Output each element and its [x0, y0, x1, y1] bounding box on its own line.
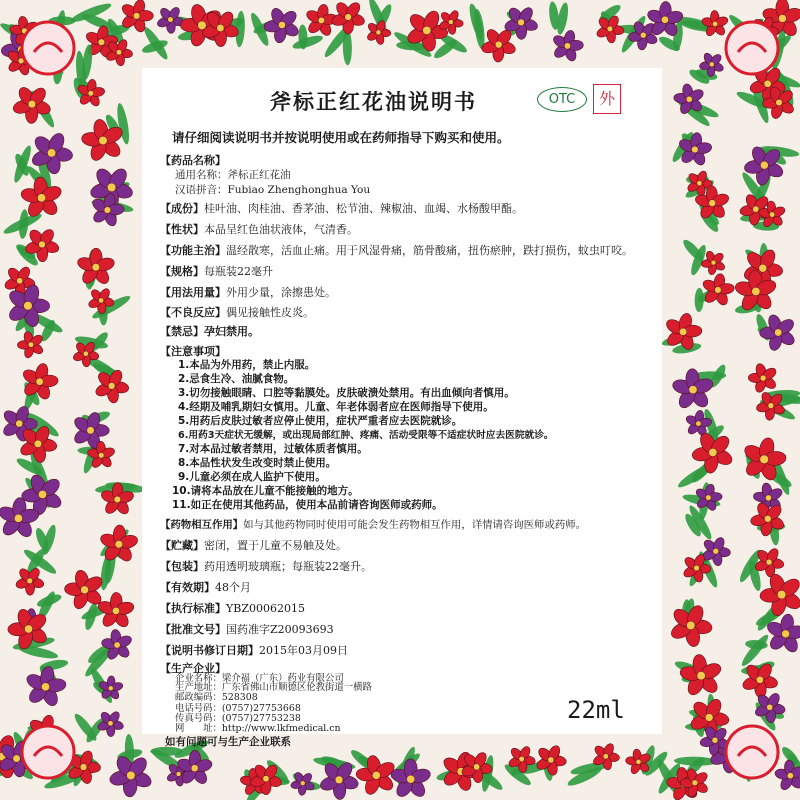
contraindications-section — [160, 323, 259, 339]
otc-badge: OTC — [537, 87, 587, 112]
flower-icon — [156, 6, 185, 34]
flower-icon — [366, 19, 391, 45]
precaution-item: 1.本品为外用药，禁止内服。 — [178, 359, 316, 371]
flower-icon — [760, 313, 797, 352]
flower-icon — [17, 330, 44, 358]
precaution-item: 2.忌食生冷、油腻食物。 — [178, 373, 295, 385]
dosage-value: 外用少量，涂擦患处。 — [226, 286, 336, 299]
drug-name-section — [160, 152, 226, 168]
flower-icon — [535, 744, 567, 776]
approval-label: 【批准文号】 — [160, 623, 226, 636]
ingredients-value: 桂叶油、肉桂油、香茅油、松节油、辣椒油、血竭、水杨酸甲酯。 — [204, 202, 523, 215]
flower-icon — [97, 592, 136, 629]
generic-name-row — [175, 167, 291, 182]
precaution-item: 6.用药3天症状无缓解，或出现局部红肿、疼痛、活动受限等不适症状时应去医院就诊。 — [178, 430, 554, 441]
packaging-section — [160, 558, 372, 574]
approval-value: 国药准字Z20093693 — [226, 623, 334, 636]
flower-icon — [97, 710, 125, 737]
flower-icon — [669, 603, 713, 647]
flower-icon — [330, 0, 365, 34]
specification-label: 【规格】 — [160, 265, 204, 278]
manufacturer-contact-note: 如有问题可与生产企业联系 — [165, 736, 291, 748]
contraindications-label: 【禁忌】 — [160, 325, 204, 338]
approval-section — [160, 621, 334, 637]
corner-emblem-icon — [22, 726, 74, 778]
flower-icon — [679, 654, 723, 698]
manufacturer-row-key: 传真号码： — [175, 713, 222, 724]
interactions-section — [160, 516, 586, 531]
precaution-item: 9.儿童必须在成人监护下使用。 — [178, 471, 326, 483]
precaution-item: 10.请将本品放在儿童不能接触的地方。 — [172, 485, 359, 497]
drug-name-label: 【药品名称】 — [160, 154, 226, 167]
flower-icon — [30, 131, 74, 175]
manufacturer-row-key: 电话号码： — [175, 703, 222, 714]
validity-section — [160, 579, 251, 595]
precaution-item: 5.用药后皮肤过敏者应停止使用，症状严重者应去医院就诊。 — [178, 415, 463, 427]
indications-value: 温经散寒，活血止痛。用于风湿骨痛，筋骨酸痛，扭伤瘀肿，跌打损伤，蚊虫叮咬。 — [226, 244, 633, 257]
read-instructions-notice: 请仔细阅读说明书并按说明使用或在药师指导下购买和使用。 — [172, 130, 510, 145]
indications-label: 【功能主治】 — [160, 244, 226, 257]
flower-icon — [389, 759, 432, 800]
flower-icon — [551, 29, 583, 62]
manufacturer-row-key: 生产地址： — [175, 682, 222, 694]
external-use-badge: 外 — [593, 84, 621, 114]
standard-value: YBZ00062015 — [226, 602, 305, 615]
manufacturer-contact-rows — [175, 704, 301, 713]
corner-emblem-icon — [726, 22, 778, 74]
precaution-item: 4.经期及哺乳期妇女慎用。儿童、年老体弱者应在医师指导下使用。 — [178, 401, 494, 413]
manufacturer-row-value: (0757)27753668 — [221, 703, 301, 714]
corner-emblem-icon — [726, 726, 778, 778]
manufacturer-row — [175, 693, 372, 702]
standard-section — [160, 600, 305, 616]
manufacturer-row-value: http://www.lkfmedical.cn — [221, 723, 341, 734]
precautions-label: 【注意事项】 — [160, 345, 226, 358]
flower-icon — [701, 273, 735, 307]
adverse-reactions-label: 【不良反应】 — [160, 306, 226, 319]
pinyin-value: Fubiao Zhenghonghua You — [227, 184, 371, 196]
manufacturer-row — [175, 704, 301, 713]
revision-date-label: 【说明书修订日期】 — [160, 644, 259, 657]
pinyin-row — [175, 182, 370, 197]
packaging-label: 【包装】 — [160, 560, 204, 573]
flower-icon — [263, 6, 300, 44]
properties-section — [160, 221, 358, 237]
corner-emblem-icon — [22, 22, 74, 74]
properties-value: 本品呈红色油状液体，气清香。 — [204, 223, 358, 236]
flower-icon — [81, 118, 125, 163]
manufacturer-row-value: 广东省佛山市顺德区伦教街道一横路 — [221, 682, 372, 694]
adverse-reactions-section — [160, 304, 314, 320]
volume-label: 22ml — [567, 696, 625, 724]
manufacturer-label: 【生产企业】 — [160, 662, 226, 675]
validity-value: 48个月 — [215, 581, 251, 594]
specification-value: 每瓶装22毫升 — [204, 265, 273, 278]
packaging-value: 药用透明玻璃瓶；每瓶装22毫升。 — [204, 560, 372, 573]
storage-section — [160, 537, 347, 553]
flower-icon — [760, 572, 800, 617]
adverse-reactions-value: 偶见接触性皮炎。 — [226, 306, 314, 319]
precaution-item: 3.切勿接触眼睛、口腔等黏膜处。皮肤破溃处禁用。有出血倾向者慎用。 — [178, 387, 515, 399]
flower-icon — [748, 363, 778, 394]
specification-section — [160, 263, 273, 279]
manufacturer-website-row — [175, 724, 341, 733]
manufacturer-fax-row — [175, 714, 301, 723]
manufacturer-row-key: 邮政编码： — [175, 691, 222, 703]
flower-icon — [76, 248, 116, 286]
ingredients-section — [160, 200, 523, 216]
manufacturer-row-value: (0757)27753238 — [221, 713, 301, 724]
properties-label: 【性状】 — [160, 223, 204, 236]
generic-name-value: 斧标正红花油 — [227, 169, 291, 181]
revision-date-value: 2015年03月09日 — [259, 644, 348, 657]
dosage-section — [160, 284, 336, 300]
precaution-item: 11.如正在使用其他药品，使用本品前请咨询医师或药师。 — [172, 499, 443, 511]
precaution-item: 8.本品性状发生改变时禁止使用。 — [178, 457, 337, 469]
storage-label: 【贮藏】 — [160, 539, 204, 552]
manufacturer-row-key: 网 址： — [175, 723, 222, 734]
flower-icon — [99, 525, 139, 564]
dosage-label: 【用法用量】 — [160, 286, 226, 299]
pinyin-label: 汉语拼音： — [175, 184, 228, 196]
standard-label: 【执行标准】 — [160, 602, 226, 615]
manufacturer-row-value: 528308 — [221, 691, 258, 703]
storage-value: 密闭，置于儿童不易触及处。 — [204, 539, 347, 552]
ingredients-label: 【成份】 — [160, 202, 204, 215]
manufacturer-row-value: 梁介福（广东）药业有限公司 — [221, 673, 344, 684]
flower-icon — [24, 665, 66, 708]
validity-label: 【有效期】 — [160, 581, 215, 594]
manufacturer-rows — [175, 674, 372, 702]
generic-name-label: 通用名称： — [175, 169, 228, 181]
revision-date-section — [160, 642, 348, 658]
flower-icon — [701, 10, 729, 37]
interactions-value: 如与其他药物同时使用可能会发生药物相互作用，详情请咨询医师或药师。 — [243, 519, 587, 531]
interactions-label: 【药物相互作用】 — [160, 519, 244, 531]
manufacturer-row-key: 企业名称： — [175, 673, 222, 684]
leaflet-title: 斧标正红花油说明书 — [270, 90, 477, 114]
indications-section — [160, 242, 633, 258]
precaution-item: 7.对本品过敏者禁用，过敏体质者慎用。 — [178, 443, 368, 455]
contraindications-value: 孕妇禁用。 — [204, 325, 259, 338]
